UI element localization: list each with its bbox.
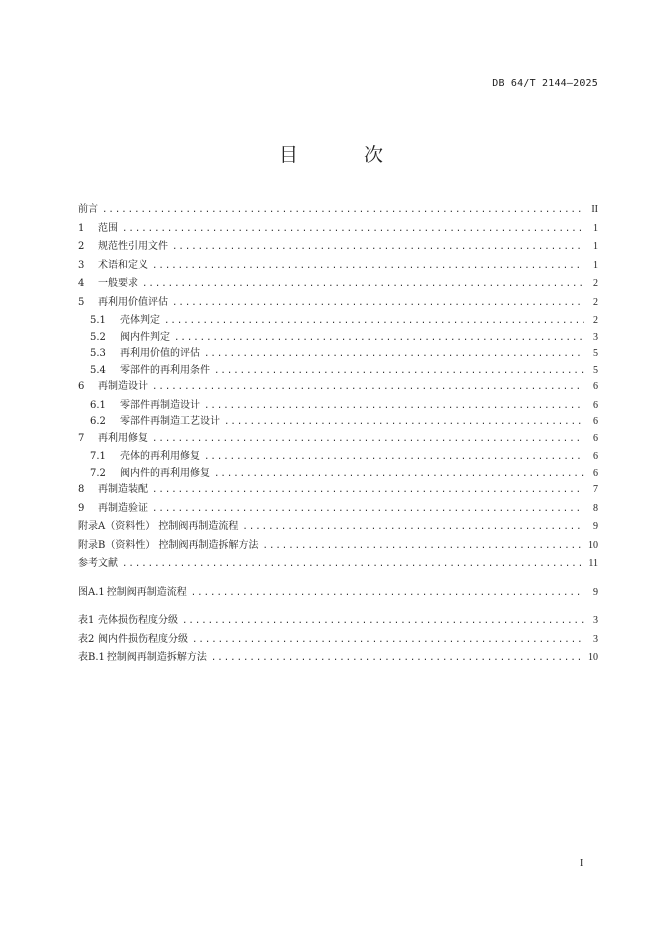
toc-entry-page: 6 — [593, 451, 598, 462]
toc-entry-label: 再利用修复 — [98, 432, 148, 444]
toc-entry-label: 再利用价值的评估 — [120, 348, 200, 359]
toc-leader-dots — [263, 541, 584, 551]
toc-leader-dots — [214, 366, 584, 376]
toc-entry-page: 11 — [588, 558, 598, 569]
toc-entry[interactable] — [78, 583, 598, 602]
toc-entry-label: 再制造设计 — [98, 381, 148, 392]
toc-entry-label: 附录A（资料性） 控制阀再制造流程 — [78, 521, 239, 532]
toc-gap — [78, 573, 598, 583]
toc-leader-dots — [242, 522, 584, 532]
toc-entry-number: 2 — [78, 241, 85, 252]
toc-entry-label: 再制造验证 — [98, 502, 148, 514]
toc-entry-number: 9 — [78, 502, 85, 514]
toc-leader-dots — [214, 469, 584, 479]
toc-entry-number: 7.2 — [90, 467, 106, 479]
toc-entry-number: 7.1 — [90, 451, 106, 462]
toc-leader-dots — [204, 349, 584, 359]
toc-entry-label: 一般要求 — [98, 278, 138, 289]
toc-leader-dots — [152, 382, 584, 392]
toc-entry-number: 8 — [78, 484, 85, 495]
toc-entry-page: 8 — [593, 502, 598, 514]
toc-leader-dots — [172, 298, 584, 308]
toc-entry-label: 零部件再制造工艺设计 — [120, 416, 220, 427]
toc-entry-label: 附录B（资料性） 控制阀再制造拆解方法 — [78, 539, 259, 551]
toc-leader-dots — [172, 242, 584, 252]
toc-entry-label: 壳体判定 — [120, 315, 160, 326]
toc-leader-dots — [122, 224, 584, 234]
toc-entry-label: 零部件的再利用条件 — [120, 364, 210, 376]
toc-leader-dots — [122, 559, 584, 569]
toc-entry-number: 5.3 — [90, 348, 106, 359]
page-title: 目 次 — [278, 144, 414, 166]
toc-entry[interactable] — [78, 429, 598, 448]
toc-leader-dots — [191, 588, 584, 598]
toc-leader-dots — [174, 333, 584, 343]
toc-entry-page: 5 — [593, 348, 598, 359]
toc-entry[interactable] — [78, 361, 598, 378]
toc-entry[interactable] — [78, 311, 598, 328]
toc-entry-label: 参考文献 — [78, 558, 118, 569]
toc-main-list — [78, 200, 598, 573]
toc-leader-dots — [164, 316, 584, 326]
toc-gap — [78, 601, 598, 611]
toc-entry-page: 1 — [593, 222, 598, 234]
toc-entry-number: 6.2 — [90, 416, 106, 427]
toc-entry[interactable] — [78, 200, 598, 219]
standard-code: DB 64/T 2144—2025 — [492, 78, 598, 89]
table-of-contents — [78, 200, 598, 667]
toc-entry-number: 5.1 — [90, 315, 106, 326]
toc-entry-page: 5 — [593, 364, 598, 376]
toc-entry-page: 7 — [593, 484, 598, 495]
toc-entry-label: 阀内件判定 — [120, 331, 170, 343]
toc-entry[interactable] — [78, 344, 598, 361]
toc-entry-page: 10 — [588, 539, 598, 551]
toc-entry[interactable] — [78, 447, 598, 464]
toc-entry[interactable] — [78, 630, 598, 649]
toc-entry-page: 3 — [593, 615, 598, 626]
toc-entry[interactable] — [78, 517, 598, 536]
toc-entry-label: 前言 — [78, 204, 98, 215]
toc-entry[interactable] — [78, 377, 598, 396]
toc-entry-page: 2 — [593, 315, 598, 326]
toc-entry[interactable] — [78, 219, 598, 238]
toc-leader-dots — [182, 616, 584, 626]
toc-figure-list — [78, 583, 598, 602]
toc-entry[interactable] — [78, 412, 598, 429]
toc-entry-page: 10 — [588, 652, 598, 663]
toc-entry-page: 2 — [593, 278, 598, 289]
toc-entry[interactable] — [78, 464, 598, 481]
toc-entry-number: 3 — [78, 259, 85, 271]
toc-entry-page: 9 — [593, 586, 598, 598]
toc-leader-dots — [152, 485, 584, 495]
toc-leader-dots — [152, 504, 584, 514]
toc-leader-dots — [142, 279, 584, 289]
toc-entry[interactable] — [78, 648, 598, 667]
toc-entry[interactable] — [78, 536, 598, 555]
toc-entry[interactable] — [78, 396, 598, 413]
toc-entry-number: 5.2 — [90, 331, 106, 343]
toc-leader-dots — [224, 417, 584, 427]
toc-entry-number: 4 — [78, 278, 85, 289]
toc-entry-number: 5 — [78, 296, 85, 308]
toc-entry-label: 控制阀再制造流程 — [106, 586, 187, 598]
toc-leader-dots — [211, 653, 584, 663]
toc-entry-label: 再制造装配 — [98, 484, 148, 495]
toc-entry-number: 表2 — [78, 633, 95, 645]
toc-entry-number: 5.4 — [90, 364, 106, 376]
toc-entry-label: 范围 — [98, 222, 118, 234]
toc-entry-label: 再利用价值评估 — [98, 296, 168, 308]
toc-leader-dots — [152, 261, 584, 271]
toc-entry-page: 6 — [593, 432, 598, 444]
toc-leader-dots — [192, 635, 584, 645]
toc-entry-number: 6.1 — [90, 399, 106, 411]
toc-entry[interactable] — [78, 256, 598, 275]
toc-entry[interactable] — [78, 293, 598, 312]
toc-entry-label: 规范性引用文件 — [98, 241, 168, 252]
toc-entry-label: 壳体损伤程度分级 — [98, 615, 178, 626]
toc-table-list — [78, 611, 598, 667]
toc-entry-label: 控制阀再制造拆解方法 — [106, 652, 207, 663]
toc-leader-dots — [152, 434, 584, 444]
toc-entry-page: 2 — [593, 296, 598, 308]
toc-entry[interactable] — [78, 274, 598, 293]
toc-entry-page: 6 — [593, 467, 598, 479]
toc-leader-dots — [204, 401, 584, 411]
toc-entry-page: II — [591, 204, 598, 215]
toc-entry-number: 6 — [78, 381, 85, 392]
toc-entry-number: 1 — [78, 222, 85, 234]
toc-entry-page: 1 — [593, 241, 598, 252]
toc-entry-page: 6 — [593, 416, 598, 427]
toc-leader-dots — [204, 452, 584, 462]
toc-entry-label: 阀内件损伤程度分级 — [98, 633, 188, 645]
page-number: I — [580, 858, 584, 869]
toc-entry[interactable] — [78, 499, 598, 518]
toc-entry-number: 表1 — [78, 615, 95, 626]
toc-entry[interactable] — [78, 611, 598, 630]
toc-entry-page: 9 — [593, 521, 598, 532]
toc-entry-label: 术语和定义 — [98, 259, 148, 271]
toc-entry-page: 6 — [593, 381, 598, 392]
toc-entry-label: 零部件再制造设计 — [120, 399, 200, 411]
toc-entry-label: 壳体的再利用修复 — [120, 451, 200, 462]
toc-entry-label: 阀内件的再利用修复 — [120, 467, 210, 479]
toc-entry-page: 3 — [593, 633, 598, 645]
toc-entry[interactable] — [78, 328, 598, 345]
toc-entry-page: 6 — [593, 399, 598, 411]
toc-entry-number: 图A.1 — [78, 586, 105, 598]
toc-entry-number: 7 — [78, 432, 85, 444]
toc-entry[interactable] — [78, 554, 598, 573]
toc-entry-page: 3 — [593, 331, 598, 343]
toc-entry[interactable] — [78, 480, 598, 499]
toc-leader-dots — [102, 205, 584, 215]
toc-entry-number: 表B.1 — [78, 652, 105, 663]
toc-entry-page: 1 — [593, 259, 598, 271]
toc-entry[interactable] — [78, 237, 598, 256]
